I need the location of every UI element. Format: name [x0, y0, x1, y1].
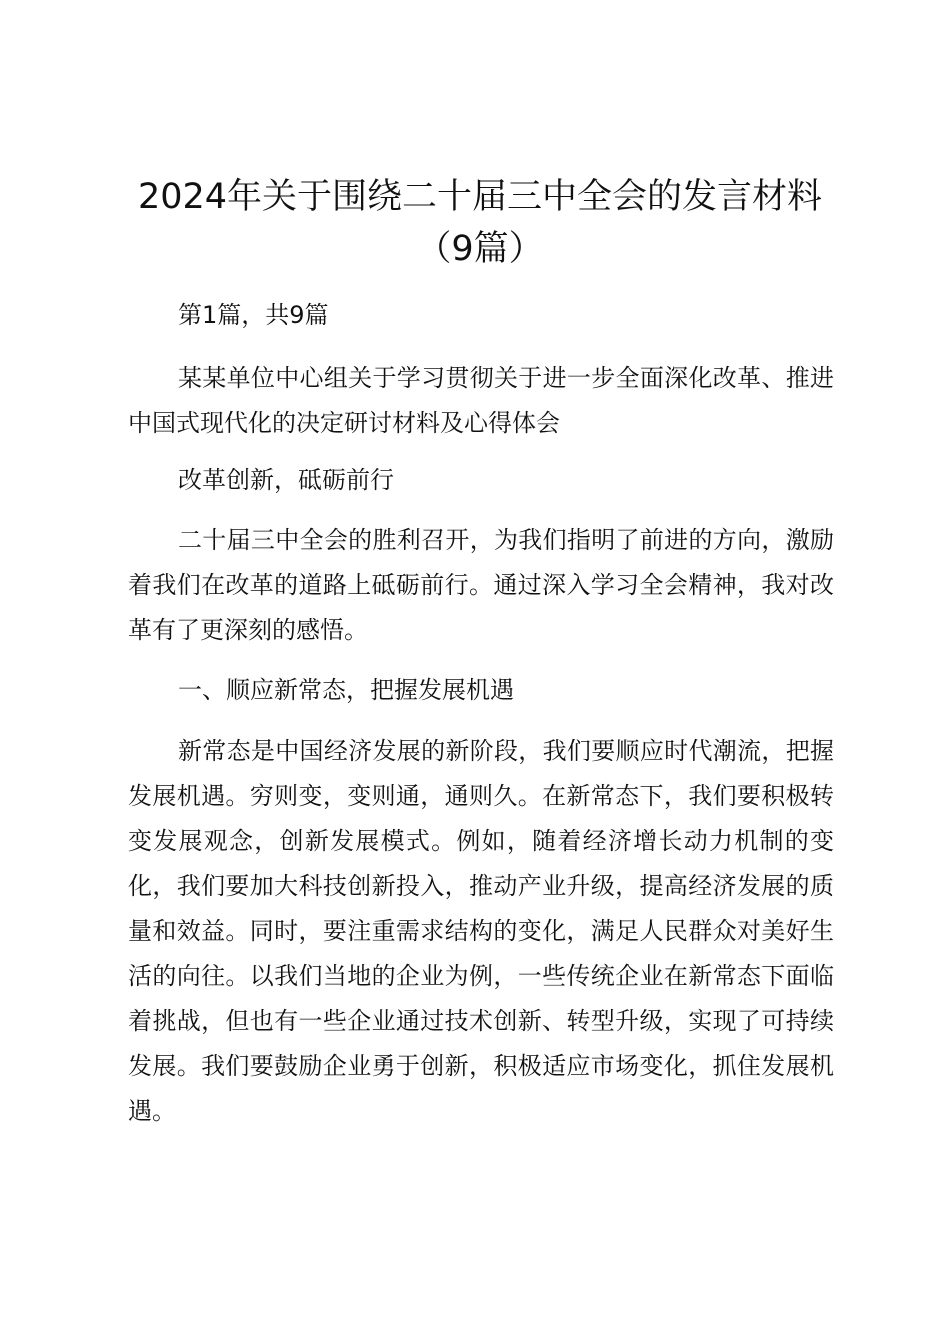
- paragraph-intro: 二十届三中全会的胜利召开，为我们指明了前进的方向，激励着我们在改革的道路上砥砺前行。通过深入学习全会精神，我对改革有了更深刻的感悟。: [128, 526, 834, 644]
- motto-line: 改革创新，砥砺前行: [178, 466, 394, 494]
- document-title-count: （9篇）: [416, 229, 544, 269]
- document-subtitle: 某某单位中心组关于学习贯彻关于进一步全面深化改革、推进中国式现代化的决定研讨材料及心得体会: [128, 364, 834, 437]
- section-heading: 一、顺应新常态，把握发展机遇: [178, 676, 514, 704]
- part-label: 第1篇，共9篇: [178, 301, 329, 329]
- paragraph-body: 新常态是中国经济发展的新阶段，我们要顺应时代潮流，把握发展机遇。穷则变，变则通，通则久。在新常态下，我们要积极转变发展观念，创新发展模式。例如，随着经济增长动力机制的变化，我们要加大科技创新投入，推动产业升级，提高经济发展的质量和效益。同时，要注重需求结构的变化，满足人民群众对美好生活的向往。以我们当地的企业为例，一些传统企业在新常态下面临着挑战，但也有一些企业通过技术创新、转型升级，实现了可持续发展。我们要鼓励企业勇于创新，积极适应市场变化，抓住发展机遇。: [128, 737, 834, 1125]
- document-title: 2024年关于围绕二十届三中全会的发言材料: [137, 177, 823, 217]
